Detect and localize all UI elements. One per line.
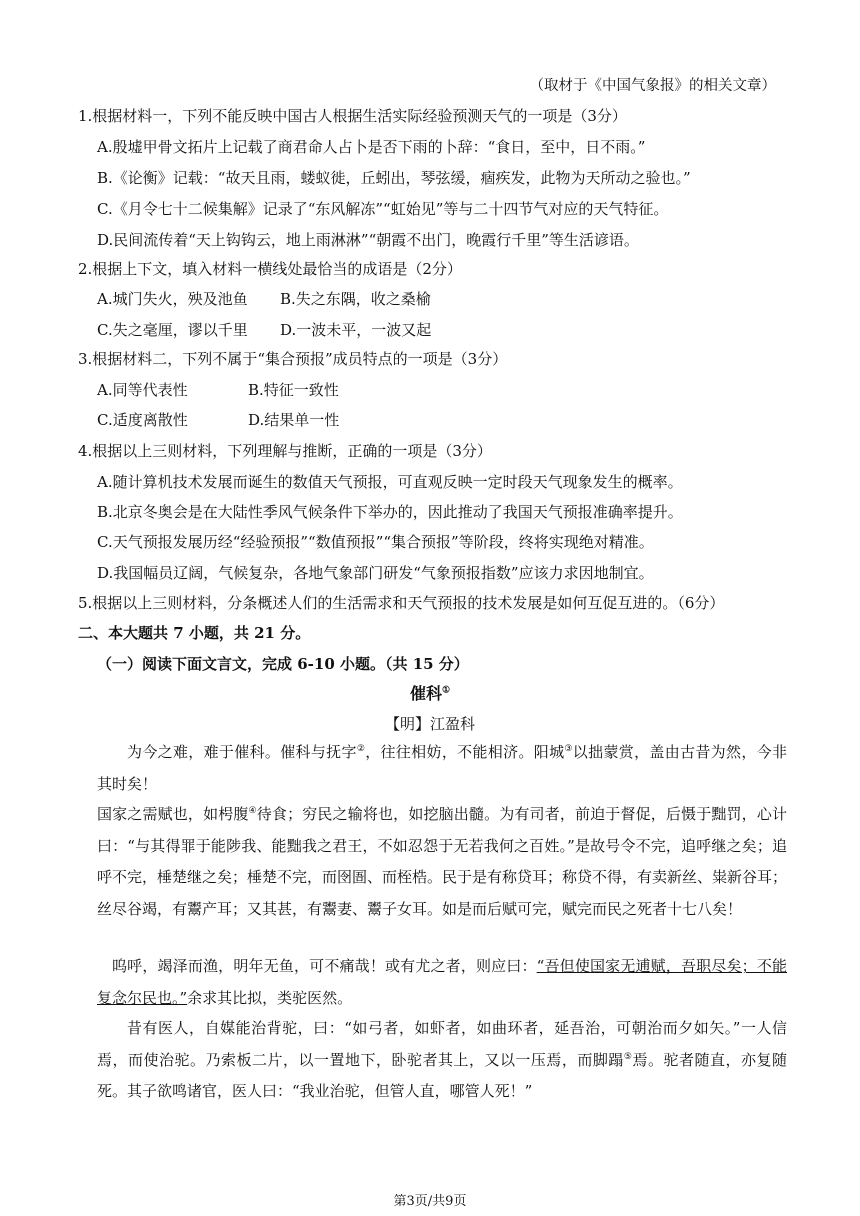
source-note: （取材于《中国气象报》的相关文章） <box>529 78 776 94</box>
question-4-option-d: D.我国幅员辽阔，气候复杂，各地气象部门研发“气象预报指数”应该力求因地制宜。 <box>97 564 654 582</box>
passage-paragraph-3 <box>97 951 787 1014</box>
question-2-option-c: C.失之毫厘，谬以千里 <box>97 321 248 339</box>
question-4-stem: 4.根据以上三则材料，下列理解与推断，正确的一项是（3分） <box>78 442 492 460</box>
footnote-marker: ② <box>356 744 366 754</box>
passage-author: 【明】江盈科 <box>384 715 475 733</box>
paragraph-text: 余求其比拟，类驼医然。 <box>187 988 353 1007</box>
passage-title <box>0 684 860 704</box>
passage-paragraph-4 <box>97 1013 787 1108</box>
question-5-stem: 5.根据以上三则材料，分条概述人们的生活需求和天气预报的技术发展是如何互促互进的。（6分） <box>78 594 725 612</box>
paragraph-text: 呜呼，竭泽而渔，明年无鱼，可不痛哉！或有尤之者，则应曰： <box>112 957 537 975</box>
question-2-option-a: A.城门失火，殃及池鱼 <box>97 290 248 308</box>
question-3-option-d: D.结果单一性 <box>248 411 340 429</box>
underlined-quote: “吾但使国家无逋赋，吾职尽矣；不能复念尔民也。” <box>97 957 787 1007</box>
question-1-option-b: B.《论衡》记载：“故天且雨，蝼蚁徙，丘蚓出，琴弦缓，痼疾发，此物为天所动之验也。” <box>97 169 691 187</box>
question-1-stem: 1.根据材料一，下列不能反映中国古人根据生活实际经验预测天气的一项是（3分） <box>78 107 627 125</box>
question-2-option-d: D.一波未平，一波又起 <box>280 321 432 339</box>
question-3-option-b: B.特征一致性 <box>248 381 339 399</box>
question-3-option-c: C.适度离散性 <box>97 411 188 429</box>
question-4-option-a: A.随计算机技术发展而诞生的数值天气预报，可直观反映一定时段天气现象发生的概率。 <box>97 473 683 491</box>
question-4-option-c: C.天气预报发展历经“经验预报”“数值预报”“集合预报”等阶段，终将实现绝对精准。 <box>97 533 654 551</box>
passage-title-text: 催科 <box>409 684 442 703</box>
question-3-option-a: A.同等代表性 <box>97 381 188 399</box>
paragraph-text: 为今之难，难于催科。催科与抚字 <box>127 743 357 761</box>
question-2-option-b: B.失之东隅，收之桑榆 <box>280 290 431 308</box>
question-4-option-b: B.北京冬奥会是在大陆性季风气候条件下举办的，因此推动了我国天气预报准确率提升。 <box>97 503 683 521</box>
paragraph-text: ，往往相妨，不能相济。阳城 <box>365 743 565 761</box>
question-1-option-c: C.《月令七十二候集解》记录了“东风解冻”“虹始见”等与二十四节气对应的天气特征。 <box>97 200 669 218</box>
paragraph-text: 焉。驼者随直，亦复随死。其子欲鸣诸官，医人曰：“我业治驼，但管人直，哪管人死！” <box>97 1050 787 1100</box>
question-3-stem: 3.根据材料二，下列不属于“集合预报”成员特点的一项是（3分） <box>78 350 508 368</box>
footnote-marker: ③ <box>564 744 573 754</box>
passage-paragraph-1 <box>97 737 787 800</box>
paragraph-text: 昔有医人，自媒能治背驼，曰：“如弓者，如虾者，如曲环者，延吾治，可朝治而夕如矢。”一人信焉，而使治驼。乃索板二片，以一置地下，卧驼者其上，又以一压焉，而脚蹋 <box>97 1019 787 1069</box>
page-footer: 第3页/共9页 <box>393 1194 467 1209</box>
footnote-marker: ⑤ <box>623 1051 633 1062</box>
question-2-stem: 2.根据上下文，填入材料一横线处最恰当的成语是（2分） <box>78 260 462 278</box>
section-2-heading: 二、本大题共 7 小题，共 21 分。 <box>78 624 311 642</box>
passage-paragraph-2 <box>97 799 787 925</box>
footnote-marker: ④ <box>248 806 257 816</box>
question-1-option-a: A.殷墟甲骨文拓片上记载了商君命人占卜是否下雨的卜辞：“食日，至中，日不雨。” <box>97 138 646 156</box>
paragraph-text: 以拙蒙赏，盖由古昔为然，今非其时矣！ <box>97 743 787 793</box>
paragraph-text: 待食；穷民之输将也，如挖脑出髓。为有司者，前迫于督促，后慑于黜罚，心计曰：“与其得罪于能陟我、能黜我之君王，不如忍怨于无若我何之百姓。”是故号令不完，追呼继之矣；追呼不完，棰楚继之矣；棰楚不完，而囹圄、而桎梏。民于是有称贷耳；称贷不得，有卖新丝、粜新谷耳；丝尽谷竭，有鬻产耳；又其甚，有鬻妻、鬻子女耳。如是而后赋可完，赋完而民之死者十七八矣！ <box>97 805 788 918</box>
question-1-option-d: D.民间流传着“天上钩钩云，地上雨淋淋”“朝霞不出门，晚霞行千里”等生活谚语。 <box>97 231 639 249</box>
section-2-subheading: （一）阅读下面文言文，完成 6-10 小题。（共 15 分） <box>97 655 469 673</box>
paragraph-text: 国家之需赋也，如枵腹 <box>97 805 249 823</box>
footnote-marker: ① <box>441 685 451 696</box>
